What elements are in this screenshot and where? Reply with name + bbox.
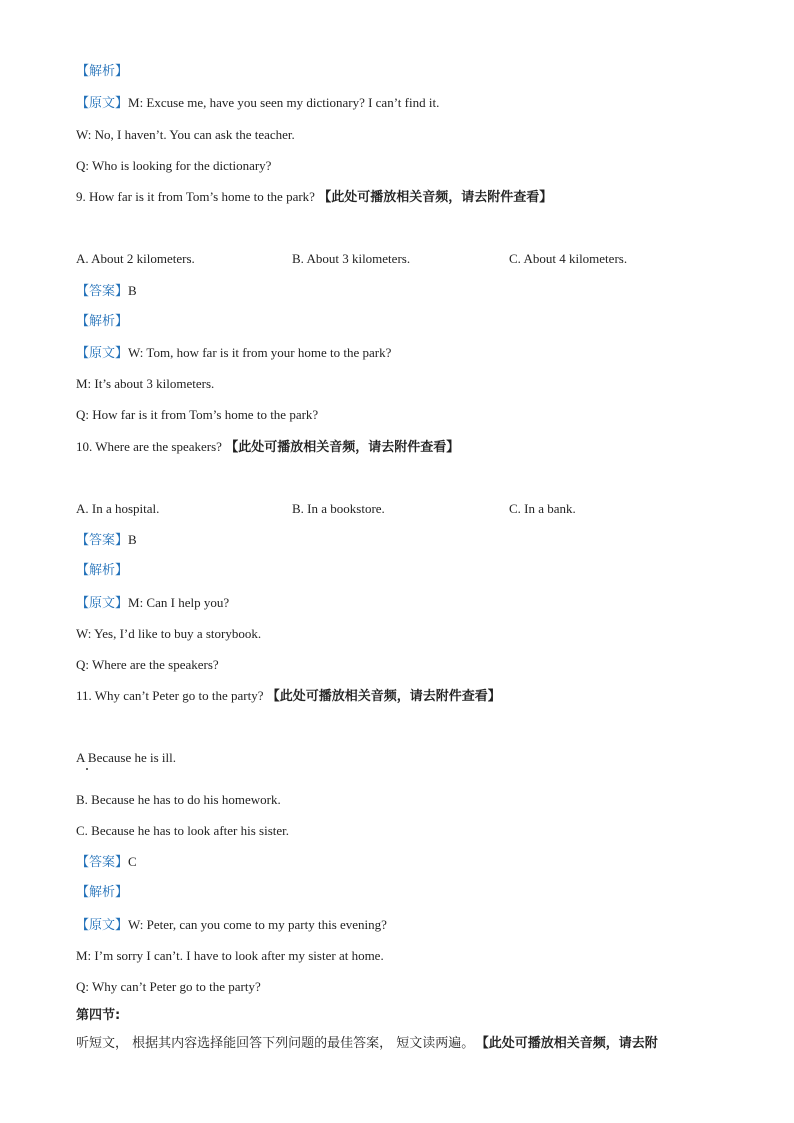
audio-note: 【此处可播放相关音频，请去附 bbox=[482, 1036, 658, 1051]
answer-value: C bbox=[128, 854, 137, 869]
answer-value: B bbox=[128, 532, 137, 547]
answer-tag: 【答案】 bbox=[76, 533, 129, 548]
transcript-line: Q: How far is it from Tom’s home to the park? bbox=[76, 407, 319, 422]
analysis-tag: 【解析】 bbox=[76, 885, 129, 900]
option-c: C. About 4 kilometers. bbox=[509, 251, 628, 266]
answer-tag: 【答案】 bbox=[76, 284, 129, 299]
transcript-line bbox=[76, 344, 391, 363]
script-text: W: Tom, how far is it from your home to the park? bbox=[128, 345, 392, 360]
question-text: 11. Why can’t Peter go to the party? bbox=[76, 688, 264, 703]
script-text: M: Can I help you? bbox=[128, 595, 230, 610]
section-heading: 第四节: bbox=[76, 1008, 121, 1023]
script-tag: 【原文】 bbox=[76, 918, 129, 933]
question-text: 9. How far is it from Tom’s home to the park? bbox=[76, 189, 315, 204]
script-text: M: Excuse me, have you seen my dictionary? I can’t find it. bbox=[128, 95, 440, 110]
answer-tag: 【答案】 bbox=[76, 855, 129, 870]
option-b: B. About 3 kilometers. bbox=[292, 251, 411, 266]
audio-note: 【此处可播放相关音频，请去附件查看】 bbox=[225, 440, 460, 455]
analysis-tag: 【解析】 bbox=[76, 314, 129, 329]
option-c: C. Because he has to look after his sister. bbox=[76, 823, 290, 838]
transcript-line: M: I’m sorry I can’t. I have to look after my sister at home. bbox=[76, 948, 384, 963]
question-text: 10. Where are the speakers? bbox=[76, 439, 222, 454]
answer-line bbox=[76, 531, 137, 550]
answer-line bbox=[76, 853, 137, 872]
answer-line bbox=[76, 282, 137, 301]
analysis-tag: 【解析】 bbox=[76, 563, 129, 578]
option-c: C. In a bank. bbox=[509, 501, 576, 516]
question-9 bbox=[76, 188, 552, 207]
option-a: A. About 2 kilometers. bbox=[76, 251, 195, 266]
section-instruction bbox=[76, 1035, 658, 1053]
option-a: A. In a hospital. bbox=[76, 501, 160, 516]
analysis-tag: 【解析】 bbox=[76, 64, 129, 79]
script-tag: 【原文】 bbox=[76, 96, 129, 111]
transcript-line: Q: Who is looking for the dictionary? bbox=[76, 158, 272, 173]
question-11 bbox=[76, 687, 501, 706]
option-b: B. Because he has to do his homework. bbox=[76, 792, 281, 807]
audio-note: 【此处可播放相关音频，请去附件查看】 bbox=[266, 689, 501, 704]
transcript-line: Q: Where are the speakers? bbox=[76, 657, 219, 672]
transcript-line: W: No, I haven’t. You can ask the teacher. bbox=[76, 127, 295, 142]
transcript-line bbox=[76, 594, 229, 613]
transcript-line: W: Yes, I’d like to buy a storybook. bbox=[76, 626, 262, 641]
script-tag: 【原文】 bbox=[76, 346, 129, 361]
question-10 bbox=[76, 438, 459, 457]
option-b: B. In a bookstore. bbox=[292, 501, 385, 516]
script-text: W: Peter, can you come to my party this evening? bbox=[128, 917, 387, 932]
transcript-line bbox=[76, 94, 439, 113]
transcript-line: Q: Why can’t Peter go to the party? bbox=[76, 979, 261, 994]
script-tag: 【原文】 bbox=[76, 596, 129, 611]
transcript-line bbox=[76, 916, 387, 935]
stray-dot bbox=[86, 768, 88, 770]
option-a: A Because he is ill. bbox=[76, 750, 177, 765]
instruction-text: 听短文， 根据其内容选择能回答下列问题的最佳答案， 短文读两遍。 bbox=[76, 1036, 475, 1051]
audio-note: 【此处可播放相关音频，请去附件查看】 bbox=[318, 190, 553, 205]
transcript-line: M: It’s about 3 kilometers. bbox=[76, 376, 215, 391]
answer-value: B bbox=[128, 283, 137, 298]
